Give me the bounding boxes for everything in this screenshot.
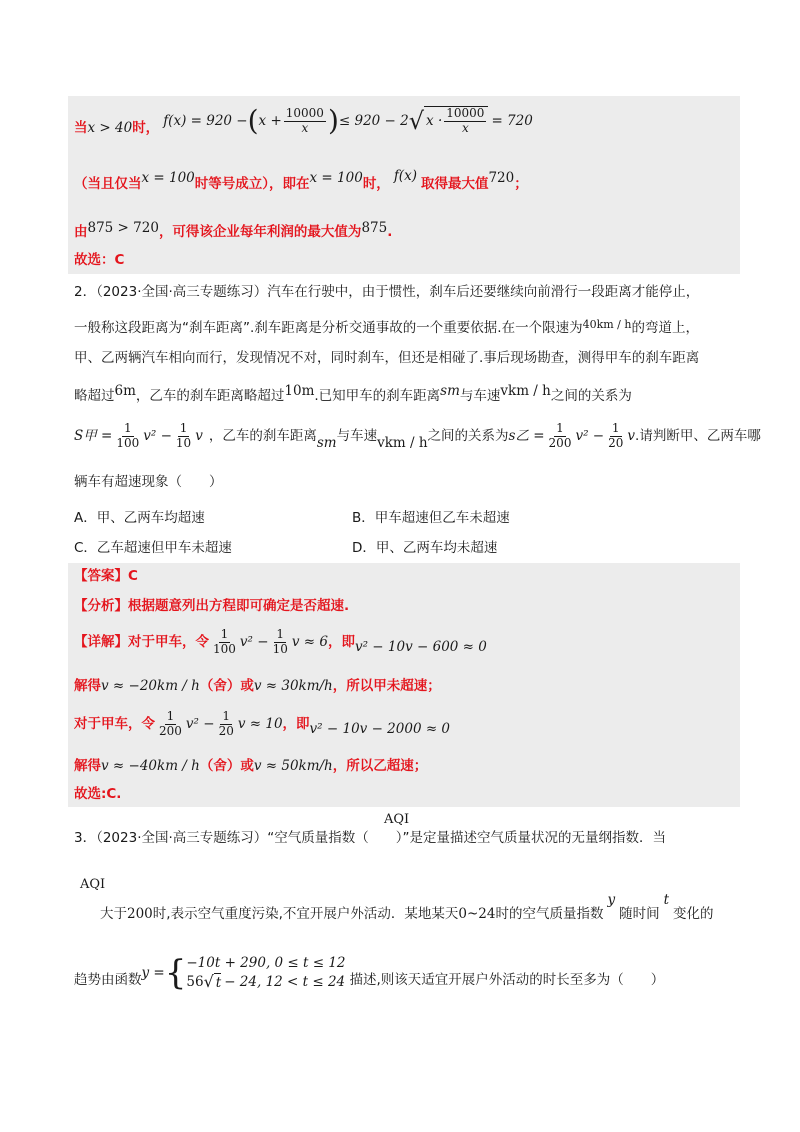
math: 720: [488, 169, 515, 186]
fraction: $\frac{1}{100}$: [116, 420, 140, 450]
math: sm: [440, 383, 460, 399]
math: s乙 =: [508, 427, 545, 444]
text: 变化的: [673, 906, 714, 922]
option-d: D．甲、乙两车均未超速: [352, 540, 498, 556]
math: ≤ 920 − 2: [338, 112, 409, 129]
text: .已知甲车的刹车距离: [314, 388, 441, 404]
math: v ≈ −20km / h: [101, 678, 200, 694]
text: ，乙车的刹车距离: [208, 427, 317, 444]
math: sm: [316, 434, 337, 451]
q2-detail-3: [74, 704, 450, 744]
text: 的弯道上，: [631, 320, 699, 336]
q3-line-3: [74, 950, 664, 996]
math: v ≈ 6: [291, 633, 328, 650]
text: 与车速: [336, 427, 378, 444]
text: 解得: [74, 758, 101, 774]
q2-detail-2: [74, 678, 441, 694]
aqi-label-top: AQI: [384, 812, 410, 827]
text: ；: [514, 175, 528, 192]
text: ，即: [327, 633, 355, 650]
fraction: $\frac{1}{200}$: [159, 708, 182, 738]
math: v² − 10v − 600 ≈ 0: [354, 638, 487, 655]
text: 大于: [100, 906, 127, 922]
fraction: $\frac{1}{20}$: [218, 708, 234, 738]
text: 之间的关系为: [427, 427, 509, 444]
text: 对于甲车，令: [74, 715, 155, 732]
math: x > 40: [87, 119, 133, 136]
math: 6m: [114, 383, 136, 399]
fraction: $\frac{1}{20}$: [608, 420, 624, 450]
text: （舍）或: [199, 758, 254, 774]
fraction: $\frac{1}{200}$: [548, 420, 572, 450]
math: 875 > 720: [87, 220, 159, 236]
fraction: $\frac{1}{10}$: [175, 420, 192, 450]
q2-analysis: 【分析】根据题意列出方程即可确定是否超速.: [74, 598, 350, 614]
math: x = 100: [141, 169, 195, 186]
text: 略超过: [74, 388, 115, 404]
math: y: [607, 892, 616, 908]
math: v² − 10v − 2000 ≈ 0: [309, 720, 451, 737]
math: 10m: [284, 383, 315, 399]
option-b: B．甲车超速但乙车未超速: [352, 510, 510, 526]
q2-detail-4: [74, 758, 427, 774]
q3-line-1: 3．（2023·全国·高三专题练习）“空气质量指数（ ）”是定量描述空气质量状况的无量纲指数．当: [74, 830, 667, 846]
math: v ≈ 50km/h: [253, 758, 333, 774]
math: v² −: [185, 715, 215, 732]
q2-answer: 【答案】C: [74, 568, 138, 584]
math: f(x) = 920 −: [163, 112, 248, 129]
text: 趋势由函数: [74, 971, 142, 988]
math: = 720: [491, 112, 533, 129]
prev-solution-line-3: [74, 220, 392, 240]
text: 由: [74, 224, 88, 240]
math: 875: [361, 220, 388, 236]
fraction: $\frac{1}{10}$: [272, 626, 288, 656]
text: ，所以甲未超速；: [332, 678, 441, 694]
sqrt: √ x · $\frac{10000}{x}$: [409, 106, 489, 136]
math: x = 100: [309, 169, 363, 186]
math: 56: [186, 974, 204, 990]
text: 时,表示空气重度污染,不宜开展户外活动．某地某天: [152, 906, 459, 922]
text: 解得: [74, 678, 101, 694]
q2-line-4: [74, 383, 632, 404]
fraction: $\frac{10000}{x}$: [285, 105, 324, 135]
q2-final: 故选:C.: [74, 786, 122, 802]
text: （当且仅当: [74, 175, 142, 192]
math: t: [663, 892, 670, 908]
text: ，所以乙超速；: [332, 758, 428, 774]
option-a: A．甲、乙两车均超速: [74, 510, 205, 526]
q3-line-2: [100, 892, 714, 922]
text: .请判断甲、乙两车哪: [635, 427, 761, 444]
text: 与车速: [459, 388, 501, 404]
q2-line-6: 辆车有超速现象（ ）: [74, 474, 223, 490]
q2-line-5: [74, 416, 761, 456]
text: 取得最大值: [420, 175, 489, 192]
math: v ≈ 10: [237, 715, 283, 732]
prev-solution-line-1: [74, 100, 533, 142]
paren: ): [327, 104, 339, 137]
text: 随时间: [619, 906, 660, 922]
option-c: C．乙车超速但甲车未超速: [74, 540, 232, 556]
text: 之间的关系为: [550, 388, 632, 404]
math: 200: [127, 906, 153, 922]
text: 描述,则该天适宜开展户外活动的时长至多为（ ）: [349, 971, 665, 988]
prev-solution-line-2: [74, 167, 528, 192]
math: 0~24: [458, 906, 496, 922]
left-brace: {: [164, 953, 187, 993]
fraction: $\frac{1}{100}$: [213, 626, 236, 656]
math: v ≈ 30km/h: [253, 678, 333, 694]
text: 时，: [132, 119, 160, 136]
text: 时，: [362, 175, 390, 192]
piece-1: −10t + 290, 0 ≤ t ≤ 12: [186, 955, 346, 972]
piecewise: [186, 954, 345, 991]
sqrt: √ t: [203, 972, 222, 992]
prev-answer: 故选：C: [74, 252, 125, 268]
math: v ≈ −40km / h: [101, 758, 200, 774]
math: S甲 =: [74, 427, 113, 444]
math: v² −: [575, 427, 605, 444]
q2-line-2: [74, 318, 699, 336]
math: vkm / h: [500, 383, 551, 399]
math: v² −: [143, 427, 172, 444]
text: ，即: [282, 715, 310, 732]
math: v: [627, 427, 636, 444]
text: ，可得该企业每年利润的最大值为: [158, 224, 362, 240]
math: v² −: [239, 633, 269, 650]
math: v: [195, 427, 203, 444]
text: 一般称这段距离为“刹车距离”.刹车距离是分析交通事故的一个重要依据.在一个限速为: [74, 320, 583, 336]
text: 时的空气质量指数: [495, 906, 604, 922]
text: 当: [74, 119, 88, 136]
math: − 24, 12 < t ≤ 24: [224, 974, 346, 990]
text: 【详解】对于甲车，令: [74, 633, 209, 650]
math: y =: [141, 964, 165, 981]
q2-detail-1: [74, 622, 487, 662]
q2-line-1: 2．（2023·全国·高三专题练习）汽车在行驶中，由于惯性，刹车后还要继续向前滑行一段距离才能停止，: [74, 284, 700, 300]
math: x +: [258, 112, 282, 129]
text: .: [387, 224, 393, 240]
aqi-label-left: AQI: [80, 877, 106, 892]
math: 40km / h: [582, 318, 632, 331]
math: vkm / h: [377, 434, 428, 451]
math: f(x): [393, 167, 417, 184]
q2-line-3: 甲、乙两辆汽车相向而行，发现情况不对，同时刹车，但还是相碰了.事后现场勘查，测得甲车的刹车距离: [74, 350, 700, 366]
text: ，乙车的刹车距离略超过: [135, 388, 285, 404]
text: （舍）或: [199, 678, 254, 694]
piece-2: [186, 973, 345, 992]
text: 时等号成立），即在: [194, 175, 310, 192]
paren: (: [247, 104, 259, 137]
